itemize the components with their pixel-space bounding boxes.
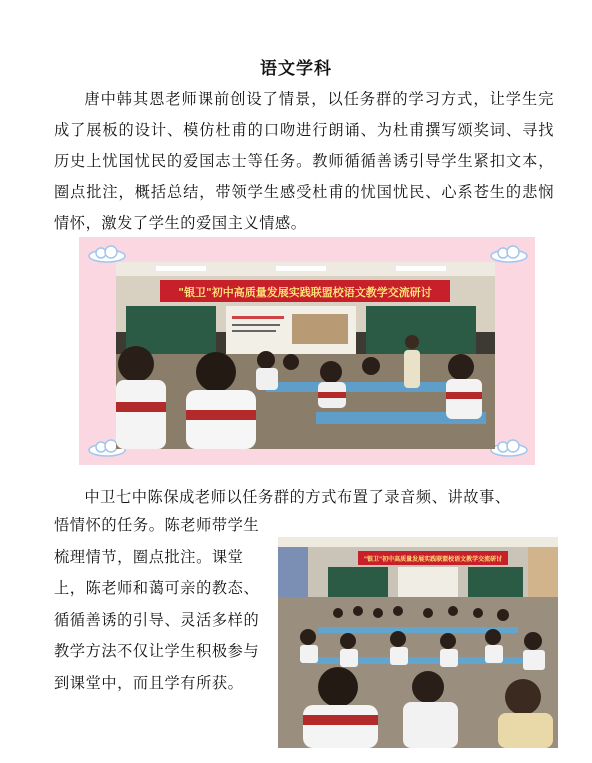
cloud-top-left-icon xyxy=(87,245,127,263)
banner-text-2: "银卫"初中高质量发展实践联盟校语文教学交流研讨 xyxy=(363,556,503,563)
page-title: 语文学科 xyxy=(260,59,332,79)
classroom-photo-1 xyxy=(116,262,495,449)
cloud-top-right-icon xyxy=(489,245,529,263)
classroom-photo-2 xyxy=(278,537,558,748)
banner-text-1: "银卫"初中高质量发展实践联盟校语文教学交流研讨 xyxy=(178,286,432,299)
paragraph-zhongwei-line1: 中卫七中陈保成老师以任务群的方式布置了录音频、讲故事、 xyxy=(84,488,511,506)
paragraph-tang-zhong: 唐中韩其恩老师课前创设了情景，以任务群的学习方式，让学生完成了展板的设计、模仿杜甫的口吻进行朗诵、为杜甫撰写颂奖词、寻找历史上忧国忧民的爱国志士等任务。教师循循善诱引导学生紧扣文本，圈点批注，概括总结，带领学生感受杜甫的忧国忧民、心系苍生的悲悯情怀，激发了学生的爱国主义情感。 xyxy=(54,90,554,232)
paragraph-zhongwei-rest: 悟情怀的任务。陈老师带学生梳理情节，圈点批注。课堂上，陈老师和蔼可亲的教态、循循善诱的引导、灵活多样的教学方法不仅让学生积极参与到课堂中，而且学有所获。 xyxy=(54,516,260,692)
cloud-bottom-right-icon xyxy=(489,439,529,457)
